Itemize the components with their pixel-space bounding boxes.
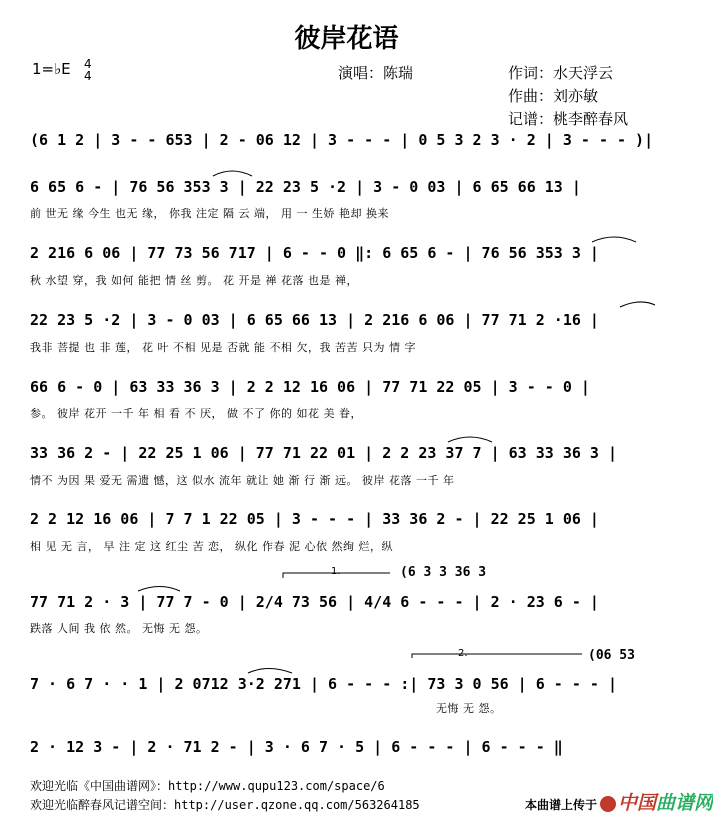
page-title: 彼岸花语 bbox=[294, 24, 399, 54]
slur-mark bbox=[138, 587, 180, 592]
score-row-2-lyrics: 前 世无 缘 今生 也无 缘， 你我 注定 隔 云 端， 用 一 生娇 艳却 换来 bbox=[30, 207, 389, 220]
score-row-3-notes: 2 216 6 06 | 77 73 56 717 | 6 - - 0 ‖: 6 65 6 - | 76 56 353 3 | bbox=[30, 244, 599, 262]
row-9-bracket-intro: (06 53 bbox=[588, 648, 635, 663]
composer-credit: 作曲：刘亦敏 bbox=[508, 87, 599, 105]
score-row-4-notes: 22 23 5 ·2 | 3 - 0 03 | 6 65 66 13 | 2 216 6 06 | 77 71 2 ·16 | bbox=[30, 311, 599, 329]
score-row-6-lyrics: 情不 为因 果 爱无 需遗 憾，这 似水 流年 就让 她 渐 行 渐 远。 彼岸 花落 一千 年 bbox=[30, 474, 455, 487]
transcriber-credit: 记谱：桃李醉春风 bbox=[508, 110, 629, 128]
upload-note: 本曲谱上传于 bbox=[524, 798, 597, 812]
slur-mark bbox=[592, 237, 636, 242]
key-signature: 1=♭E bbox=[32, 60, 71, 78]
time-signature-top: 4 bbox=[84, 57, 92, 71]
slur-mark bbox=[448, 437, 492, 442]
volta-2-label: 2. bbox=[458, 648, 468, 659]
score-row-7-lyrics: 相 见 无 言， 早 注 定 这 红尘 苦 恋， 纵化 作春 泥 心依 然绚 烂，纵 bbox=[30, 540, 393, 553]
score-row-10-notes: 2 · 12 3 - | 2 · 71 2 - | 3 · 6 7 · 5 | 6 - - - | 6 - - - ‖ bbox=[30, 738, 563, 756]
score-row-3-lyrics: 秋 水望 穿，我 如何 能把 情 丝 剪。 花 开是 禅 花落 也是 禅， bbox=[30, 274, 358, 287]
score-row-4-lyrics: 我非 菩提 也 非 莲， 花 叶 不相 见是 否就 能 不相 欠，我 苦苦 只为 情 字 bbox=[30, 341, 416, 354]
score-row-8-lyrics: 跌落 人间 我 依 然。 无悔 无 怨。 bbox=[30, 622, 208, 635]
footer-line-1: 欢迎光临《中国曲谱网》：http://www.qupu123.com/space/6 bbox=[30, 779, 385, 793]
logo-text-1: 中国 bbox=[618, 792, 657, 814]
volta-1-label: 1. bbox=[331, 566, 341, 577]
singer-credit: 演唱：陈瑞 bbox=[338, 64, 414, 82]
volta-1-bracket bbox=[283, 573, 390, 578]
logo-mark-icon bbox=[600, 796, 616, 812]
lyricist-credit: 作词：水天浮云 bbox=[508, 64, 614, 82]
volta-2-bracket bbox=[412, 654, 582, 658]
logo-text-2: 曲谱网 bbox=[656, 792, 713, 814]
score-row-2-notes: 6 65 6 - | 76 56 353 3 | 22 23 5 ·2 | 3 - 0 03 | 6 65 66 13 | bbox=[30, 178, 581, 196]
score-row-9-lyrics: 无悔 无 怨。 bbox=[436, 702, 502, 715]
score-row-5-lyrics: 参。 彼岸 花开 一千 年 相 看 不 厌， 做 不了 你的 如花 美 眷， bbox=[30, 407, 362, 420]
score-row-9-notes: 7 · 6 7 · · 1 | 2 0712 3·2 271 | 6 - - - :| 73 3 0 56 | 6 - - - | bbox=[30, 675, 617, 693]
slur-mark bbox=[620, 302, 655, 307]
site-logo[interactable] bbox=[600, 788, 713, 815]
score-row-8-notes: 77 71 2 · 3 | 77 7 - 0 | 2/4 73 56 | 4/4 6 - - - | 2 · 23 6 - | bbox=[30, 593, 599, 611]
row-8-bracket-intro: (6 3 3 36 3 bbox=[400, 565, 487, 580]
score-row-6-notes: 33 36 2 - | 22 25 1 06 | 77 71 22 01 | 2 2 23 37 7 | 63 33 36 3 | bbox=[30, 444, 617, 462]
slur-mark bbox=[213, 171, 252, 176]
footer-line-2: 欢迎光临醉春风记谱空间：http://user.qzone.qq.com/563264185 bbox=[30, 798, 420, 812]
time-signature-bottom: 4 bbox=[84, 69, 92, 83]
score-row-7-notes: 2 2 12 16 06 | 7 7 1 22 05 | 3 - - - | 33 36 2 - | 22 25 1 06 | bbox=[30, 510, 599, 528]
score-row-1-notes: (6 1 2 | 3 - - 653 | 2 - 06 12 | 3 - - - | 0 5 3 2 3 · 2 | 3 - - - )| bbox=[30, 131, 654, 149]
score-row-5-notes: 66 6 - 0 | 63 33 36 3 | 2 2 12 16 06 | 77 71 22 05 | 3 - - 0 | bbox=[30, 378, 590, 396]
slur-mark bbox=[248, 669, 292, 674]
